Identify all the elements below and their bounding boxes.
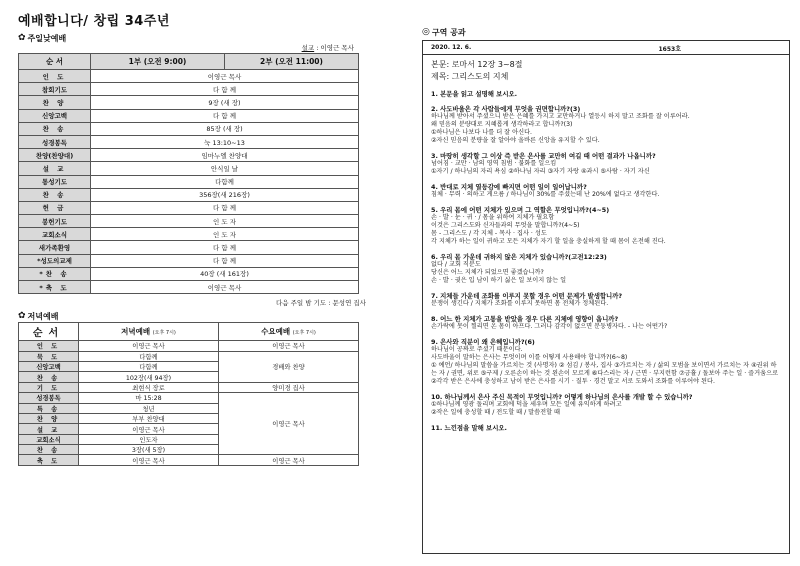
lesson-question xyxy=(431,253,781,285)
evening-row-value: 이영근 목사 xyxy=(79,341,219,351)
evening-row-label: 찬 송 xyxy=(19,372,79,382)
sunday-row-label: *성도의교제 xyxy=(19,254,91,267)
answer-text: 손 · 발 · 눈 · 귀 · / 몸을 위하여 지체가 필요함 이것은 그리스도와 신자들과의 무엇을 말합니까?(4~5) 몸 - 그리스도 / 각 지체 - 목사 · 집사 · 성도 각 지체가 하는 일이 귀하고 모든 지체가 자기 할 일을 충실하게 할 때 몸이 온전해 진다. xyxy=(431,214,666,245)
header-first-service: 1부 (오전 9:00) xyxy=(91,54,225,70)
lesson-section-text: 구역 공과 xyxy=(431,27,466,37)
scripture-line xyxy=(431,59,781,71)
scripture-label: 본문: xyxy=(431,60,450,69)
lesson-question xyxy=(431,90,781,98)
question-text: 7. 지체들 가운데 조화를 이루지 못할 경우 어떤 문제가 발생합니까? xyxy=(431,292,623,300)
sunday-row-value: 다함께 xyxy=(91,175,359,188)
evening-section-text: 저녁예배 xyxy=(27,311,59,321)
sunday-preacher-line xyxy=(18,44,370,53)
evening-row xyxy=(19,341,359,351)
wednesday-title: 수요예배 xyxy=(261,327,291,337)
evening-row xyxy=(19,393,359,403)
sunday-row xyxy=(19,83,359,96)
sunday-row-label: 신앙고백 xyxy=(19,109,91,122)
sunday-row xyxy=(19,254,359,267)
preacher-sep: : xyxy=(316,44,319,52)
sunday-row-value: 임마누엘 찬양대 xyxy=(91,149,359,162)
evening-section-label xyxy=(18,310,370,322)
evening-row xyxy=(19,382,359,392)
answer-text: 하나님이 공짜로 주셨기 때문이다. 사도바울이 말하는 은사는 무엇이며 이를 어떻게 사용해야 합니까?(6~8) ① 예언/ 하나님의 말씀을 가르치는 것 (사명자) ② 섬김 / 봉사, 집사 ③가르치는 자 / 삶의 모범을 보이면서 가르치는 자 ④권위 하는 자 / 권면, 위로 ⑤구제 / 오른손이 하는 것 왼손이 모르게 ⑥다스리는 자 / 근면 · 부지런함 ⑦긍휼 / 돌보아 주는 일 · 즐거움으로 ②각각 받은 은사에 충성하고 남이 받은 은사를 시기 · 질투 · 경건 말고 서로 도와서 조화를 이루어야 된다. xyxy=(431,346,779,385)
lesson-question xyxy=(431,315,781,331)
circle-icon: ◎ xyxy=(422,27,430,37)
question-text: 10. 하나님께서 은사 주신 목적이 무엇입니까? 어떻게 하나님의 은사를 개발 할 수 있습니까? xyxy=(431,393,693,401)
sunday-row-label: 참회기도 xyxy=(19,83,91,96)
sunday-row-value: 356장(새 216장) xyxy=(91,188,359,201)
subject-text: 그리스도의 지체 xyxy=(451,72,509,81)
wednesday-row-value: 양미경 집사 xyxy=(219,382,359,392)
evening-row-value: 다함께 xyxy=(79,351,219,361)
subject-line xyxy=(431,71,781,83)
lesson-question xyxy=(431,152,781,176)
sunday-row-label: 통성기도 xyxy=(19,175,91,188)
evening-row xyxy=(19,455,359,465)
sunday-row-label: 성경봉독 xyxy=(19,135,91,148)
preacher-name: 이영근 목사 xyxy=(320,44,354,52)
header-order: 순 서 xyxy=(19,54,91,70)
sunday-header-row xyxy=(19,54,359,70)
sunday-row xyxy=(19,215,359,228)
gear-icon: ✿ xyxy=(18,33,26,43)
evening-row-label: 설 교 xyxy=(19,424,79,434)
wednesday-row-value: 이영근 목사 xyxy=(219,393,359,455)
answer-text: 손가락에 못이 찔리면 온 몸이 아프다. 그러나 감각이 없으면 문둥병자다. - 나는 어떤가? xyxy=(431,323,668,330)
evening-row-value: 102장(새 94장) xyxy=(79,372,219,382)
sunday-row-value: 40장 (새 161장) xyxy=(91,267,359,280)
wednesday-row-value: 이영근 목사 xyxy=(219,341,359,351)
sunday-row-label: 새가족환영 xyxy=(19,241,91,254)
evening-row-value: 청년 xyxy=(79,403,219,413)
sunday-row-value: 이영근 목사 xyxy=(91,70,359,83)
sunday-row-value: 눅 13:10~13 xyxy=(91,135,359,148)
sunday-row xyxy=(19,175,359,188)
sunday-row-value: 다 함 께 xyxy=(91,241,359,254)
sunday-row xyxy=(19,149,359,162)
answer-text: 넘어짐 · 교만 · 남의 영역 침범 · 불화를 일으킴 ①자기 / 하나님의 자리 욕심 ②하나님 자리 ③자기 자랑 ④과시 ⑤사람 · 자기 자신 xyxy=(431,160,650,175)
sunday-row-value: 다 함 께 xyxy=(91,201,359,214)
evening-row-value: 이영근 목사 xyxy=(79,424,219,434)
sunday-row xyxy=(19,228,359,241)
question-text: 1. 본문을 읽고 설명해 보시오. xyxy=(431,90,518,98)
gear-icon: ✿ xyxy=(18,311,26,322)
evening-header-row xyxy=(19,323,359,341)
evening-row-value: 다함께 xyxy=(79,361,219,371)
sunday-row xyxy=(19,267,359,280)
header-evening-order: 순서 xyxy=(19,323,79,341)
sunday-row-label: *찬 송 xyxy=(19,267,91,280)
bulletin-title: 예배합니다/ 창립 34주년 xyxy=(18,14,170,29)
evening-row-label: 묵 도 xyxy=(19,351,79,361)
lesson-section-label xyxy=(422,26,790,38)
next-prayer-label: 다음 주일 밤 기도 : xyxy=(276,299,331,308)
sunday-row-value: 85장 (새 장) xyxy=(91,122,359,135)
sunday-row xyxy=(19,201,359,214)
lesson-meta xyxy=(431,44,781,54)
evening-time: (오후 7시) xyxy=(152,330,176,337)
sunday-row-label: 교회소식 xyxy=(19,228,91,241)
sunday-row-value: 9장 (새 장) xyxy=(91,96,359,109)
lesson-question xyxy=(431,338,781,386)
answer-text: 분쟁이 생긴다 / 지체가 조화를 이루지 못하면 몸 전체가 정체된다. xyxy=(431,300,609,307)
question-text: 2. 사도바울은 각 사람들에게 무엇을 권면합니까?(3) xyxy=(431,105,581,113)
sunday-row xyxy=(19,109,359,122)
sunday-row xyxy=(19,188,359,201)
answer-text: 침체 · 무력 · 의하고 게으름 / 하나님이 30%를 주셨는데 난 20%에 없다고 생각한다. xyxy=(431,191,660,198)
sunday-row xyxy=(19,122,359,135)
scripture-text: 로마서 12장 3~8절 xyxy=(451,60,523,69)
evening-row-label: 교회소식 xyxy=(19,434,79,444)
sunday-row xyxy=(19,70,359,83)
sunday-row-label: 헌 금 xyxy=(19,201,91,214)
lesson-box xyxy=(422,40,790,554)
header-wednesday-service xyxy=(219,323,359,341)
sunday-row-label: 찬 송 xyxy=(19,122,91,135)
lesson-question xyxy=(431,292,781,308)
lesson-question xyxy=(431,206,781,246)
evening-row-label: 성경봉독 xyxy=(19,393,79,403)
sunday-row-label: 인 도 xyxy=(19,70,91,83)
next-prayer-line xyxy=(18,296,370,310)
question-text: 6. 우리 몸 가운데 귀하지 않은 지체가 있습니까?(고전12:23) xyxy=(431,253,607,261)
sunday-row-label: 봉헌기도 xyxy=(19,215,91,228)
question-text: 11. 느낀점을 말해 보시오. xyxy=(431,424,507,432)
wednesday-time: (오후 7시) xyxy=(292,330,316,337)
evening-row-label: 기 도 xyxy=(19,382,79,392)
right-page xyxy=(422,26,790,556)
evening-row-value: 인도자 xyxy=(79,434,219,444)
lesson-question xyxy=(431,105,781,145)
sunday-row-value: 다 함 께 xyxy=(91,83,359,96)
question-text: 9. 은사와 직분이 왜 은혜입니까?(6) xyxy=(431,338,535,346)
evening-row xyxy=(19,351,359,361)
evening-row-value: 최현식 장로 xyxy=(79,382,219,392)
preacher-label: 설교 xyxy=(301,44,315,52)
evening-order-table xyxy=(18,322,359,466)
sunday-row-value: 다 함 께 xyxy=(91,254,359,267)
question-text: 5. 우리 몸에 어떤 지체가 있으며 그 역할은 무엇입니까?(4~5) xyxy=(431,206,610,214)
sunday-row-label: *축 도 xyxy=(19,281,91,294)
sunday-row-value: 이영근 목사 xyxy=(91,281,359,294)
sunday-row-label: 찬양(찬양대) xyxy=(19,149,91,162)
subject-label: 제목: xyxy=(431,72,450,81)
evening-row-label: 신앙고백 xyxy=(19,361,79,371)
meta-divider xyxy=(423,54,789,55)
lesson-number: 1653호 xyxy=(658,46,681,53)
sunday-row-label: 설 교 xyxy=(19,162,91,175)
answer-text: 하나님께 받아서 주셨으니 받은 은혜를 가지고 교만하거나 열등시 하지 말고 조화를 잘 이루어라. 왜 믿음의 분량대로 지혜롭게 생각하라고 합니까?(3) ①하나님은 나보다 나를 더 잘 아신다. ②자신 믿음의 분량을 잘 알아야 올바른 신앙을 유지할 수 있다. xyxy=(431,113,690,144)
sunday-row-label: 찬 양 xyxy=(19,96,91,109)
evening-title: 저녁예배 xyxy=(121,327,151,337)
lesson-question xyxy=(431,424,781,432)
evening-row-label: 축 도 xyxy=(19,455,79,465)
sunday-row-value: 인 도 자 xyxy=(91,215,359,228)
header-evening-service xyxy=(79,323,219,341)
wednesday-row-value: 이영근 목사 xyxy=(219,455,359,465)
sunday-row xyxy=(19,281,359,294)
evening-row-label: 특 송 xyxy=(19,403,79,413)
question-list xyxy=(431,90,781,432)
sunday-order-table xyxy=(18,53,359,294)
evening-row-label: 찬 송 xyxy=(19,445,79,455)
question-text: 3. 마땅히 생각할 그 이상 즉 받은 은사를 교만히 여길 때 어떤 결과가 나옵니까? xyxy=(431,152,656,160)
evening-row-value: 3장(새 5장) xyxy=(79,445,219,455)
evening-row-value: 마 15:28 xyxy=(79,393,219,403)
evening-row-value: 부부 찬양대 xyxy=(79,413,219,423)
next-prayer-name: 문성연 집사 xyxy=(332,299,366,308)
sunday-row-label: 찬 송 xyxy=(19,188,91,201)
left-page xyxy=(18,10,370,560)
lesson-date: 2020. 12. 6. xyxy=(431,44,472,51)
sunday-row xyxy=(19,96,359,109)
sunday-row xyxy=(19,162,359,175)
answer-text: 없다 / 교회 직분도 당신은 어느 지체가 되었으면 좋겠습니까? 손 · 발 · 귓은 입 남이 하기 싫은 일 보이지 않는 일 xyxy=(431,261,567,284)
header-second-service: 2부 (오전 11:00) xyxy=(225,54,359,70)
sunday-row-value: 인 도 자 xyxy=(91,228,359,241)
evening-row-label: 찬 양 xyxy=(19,413,79,423)
lesson-question xyxy=(431,183,781,199)
evening-row-value: 이영근 목사 xyxy=(79,455,219,465)
evening-row-label: 인 도 xyxy=(19,341,79,351)
sunday-row-value: 다 함 께 xyxy=(91,109,359,122)
sunday-section-label xyxy=(18,32,370,44)
lesson-question xyxy=(431,393,781,417)
sunday-row xyxy=(19,135,359,148)
answer-text: ①하나님께 영광 돌리며 교회에 덕을 세우며 모든 일에 유익하게 하려고 ②작은 일에 충성할 때 / 전도할 때 / 말씀전할 때 xyxy=(431,401,622,416)
question-text: 8. 어느 한 지체가 고통을 받았을 경우 다른 지체에 영향이 옵니까? xyxy=(431,315,619,323)
sunday-section-text: 주일낮예배 xyxy=(27,33,67,43)
wednesday-row-value: 경배와 찬양 xyxy=(219,351,359,382)
question-text: 4. 반대로 지체 열등감에 빠지면 어떤 일이 일어납니까? xyxy=(431,183,587,191)
sunday-row xyxy=(19,241,359,254)
sunday-row-value: 안식일 날 xyxy=(91,162,359,175)
